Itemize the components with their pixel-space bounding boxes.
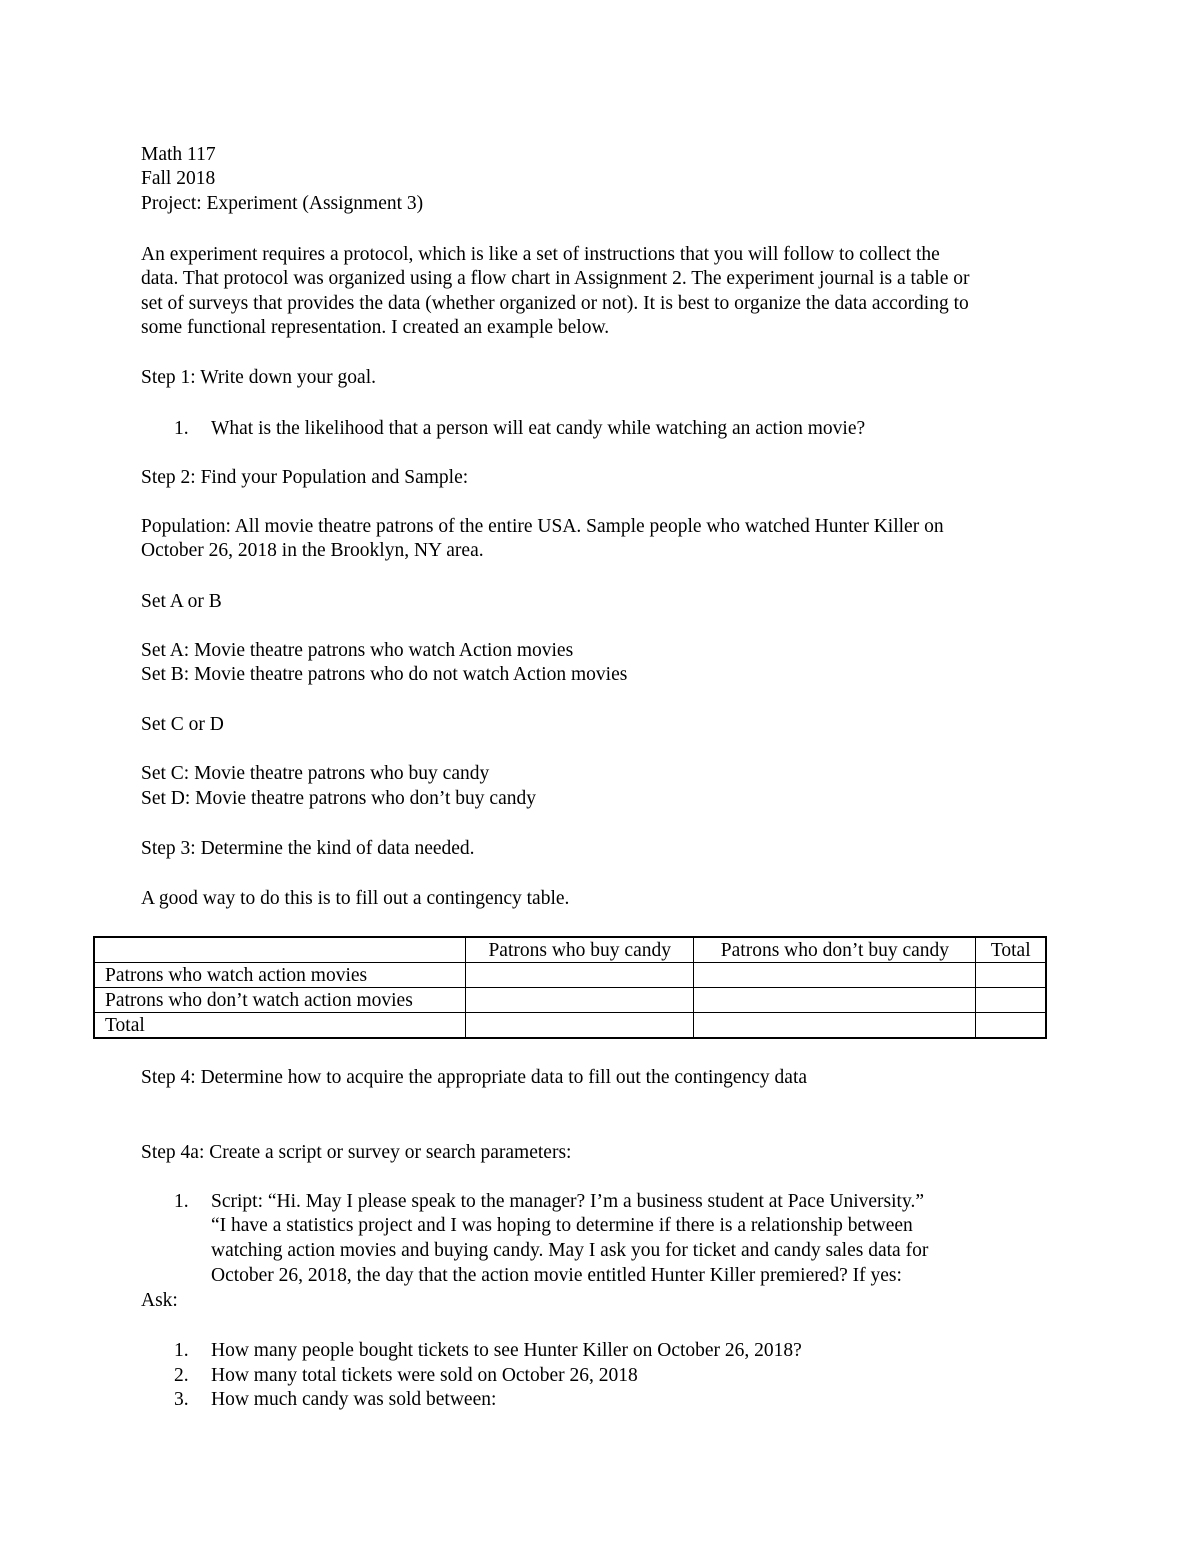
list-number: 1. [174, 418, 189, 439]
set-ab-title: Set A or B [141, 591, 222, 612]
intro-line: data. That protocol was organized using a flow chart in Assignment 2. The experiment journal is a table or [141, 268, 970, 289]
table-header-cell: Patrons who buy candy [466, 937, 694, 963]
table-header-cell: Patrons who don’t buy candy [694, 937, 976, 963]
list-number: 3. [174, 1389, 189, 1410]
table-cell [694, 963, 976, 988]
table-cell: Total [94, 1013, 466, 1039]
table-cell: Patrons who watch action movies [94, 963, 466, 988]
script-line: watching action movies and buying candy. May I ask you for ticket and candy sales data for [211, 1240, 929, 1261]
question-item: How much candy was sold between: [211, 1389, 497, 1410]
ask-label: Ask: [141, 1290, 178, 1311]
list-number: 2. [174, 1365, 189, 1386]
table-cell [694, 1013, 976, 1039]
table-cell [694, 988, 976, 1013]
table-cell: Patrons who don’t watch action movies [94, 988, 466, 1013]
table-cell [976, 963, 1046, 988]
table-row [94, 963, 1046, 988]
question-item: How many total tickets were sold on October 26, 2018 [211, 1365, 638, 1386]
step1-title: Step 1: Write down your goal. [141, 367, 376, 388]
set-b: Set B: Movie theatre patrons who do not watch Action movies [141, 664, 628, 685]
table-cell [466, 988, 694, 1013]
course-title: Math 117 [141, 144, 216, 165]
table-cell [466, 1013, 694, 1039]
table-cell [466, 963, 694, 988]
population-line: October 26, 2018 in the Brooklyn, NY area. [141, 540, 484, 561]
set-cd-title: Set C or D [141, 714, 224, 735]
project-title: Project: Experiment (Assignment 3) [141, 193, 424, 214]
list-number: 1. [174, 1191, 189, 1212]
set-c: Set C: Movie theatre patrons who buy candy [141, 763, 490, 784]
script-line: October 26, 2018, the day that the action movie entitled Hunter Killer premiered? If yes: [211, 1265, 902, 1286]
question-item: How many people bought tickets to see Hunter Killer on October 26, 2018? [211, 1340, 802, 1361]
table-header-row [94, 937, 1046, 963]
step3-text: A good way to do this is to fill out a contingency table. [141, 888, 570, 909]
population-line: Population: All movie theatre patrons of the entire USA. Sample people who watched Hunter Killer on [141, 516, 944, 537]
intro-line: An experiment requires a protocol, which is like a set of instructions that you will follow to collect the [141, 244, 940, 265]
table-row [94, 988, 1046, 1013]
table-cell [976, 1013, 1046, 1039]
table-cell [976, 988, 1046, 1013]
intro-line: some functional representation. I created an example below. [141, 317, 610, 338]
table-header-cell [94, 937, 466, 963]
list-number: 1. [174, 1340, 189, 1361]
term: Fall 2018 [141, 168, 216, 189]
set-d: Set D: Movie theatre patrons who don’t buy candy [141, 788, 536, 809]
table-header-cell: Total [976, 937, 1046, 963]
script-line: “I have a statistics project and I was hoping to determine if there is a relationship between [211, 1215, 913, 1236]
step4-title: Step 4: Determine how to acquire the appropriate data to fill out the contingency data [141, 1067, 808, 1088]
intro-line: set of surveys that provides the data (whether organized or not). It is best to organize the data according to [141, 293, 969, 314]
step3-title: Step 3: Determine the kind of data needed. [141, 838, 475, 859]
step2-title: Step 2: Find your Population and Sample: [141, 467, 469, 488]
script-line: Script: “Hi. May I please speak to the manager? I’m a business student at Pace University.” [211, 1191, 924, 1212]
set-a: Set A: Movie theatre patrons who watch Action movies [141, 640, 574, 661]
step4a-title: Step 4a: Create a script or survey or search parameters: [141, 1142, 572, 1163]
contingency-table [93, 936, 1047, 1039]
table-row [94, 1013, 1046, 1039]
goal-item: What is the likelihood that a person will eat candy while watching an action movie? [211, 418, 866, 439]
